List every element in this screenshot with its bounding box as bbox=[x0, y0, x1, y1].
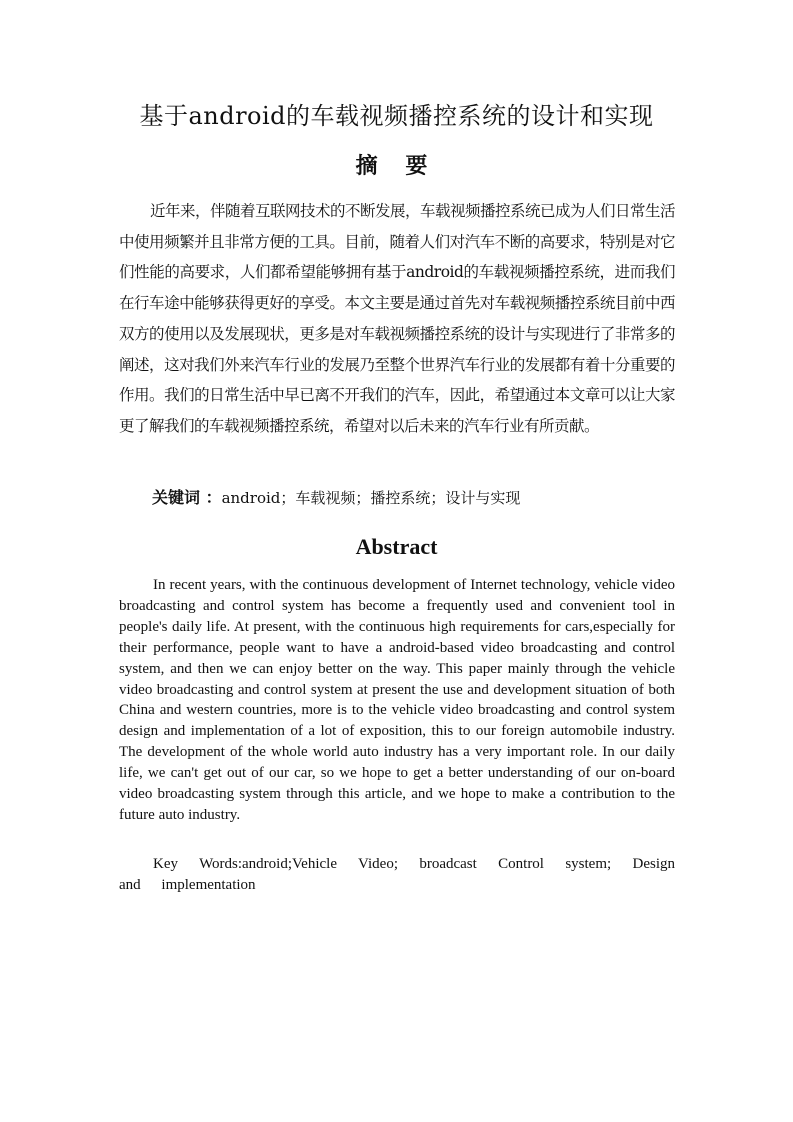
chinese-keywords-label: 关键词 ： bbox=[152, 488, 222, 507]
chinese-keywords-text: android；车载视频；播控系统；设计与实现 bbox=[221, 489, 521, 507]
chinese-abstract-body: 近年来，伴随着互联网技术的不断发展，车载视频播控系统已成为人们日常生活中使用频繁并且非常方便的工具。目前，随着人们对汽车不断的高要求，特别是对它们性能的高要求，人们都希望能够拥有基于android的车载视频播控系统，进而我们在行车途中能够获得更好的享受。本文主要是通过首先对车载视频播控系统目前中西双方的使用以及发展现状，更多是对车载视频播控系统的设计与实现进行了非常多的阐述，这对我们外来汽车行业的发展乃至整个世界汽车行业的发展都有着十分重要的作用。我们的日常生活中早已离不开我们的汽车，因此，希望通过本文章可以让大家更了解我们的车载视频播控系统，希望对以后未来的汽车行业有所贡献。 bbox=[119, 202, 676, 435]
english-abstract-body: In recent years, with the continuous development of Internet technology, vehicle video broadcasting and control system has become a frequently used and convenient tool in people's daily life. At present, with the continuous high requirements for cars,especially for their performance, people want to have a android-based video broadcasting and control system, and then we can enjoy better on the way. This paper mainly through the vehicle video broadcasting and control system at present the use and development situation of both China and western countries, more is to the vehicle video broadcasting and control system design and implementation of a lot of exposition, this to our foreign automobile industry. The development of the whole world auto industry has a very important role. In our daily life, we can't get out of our car, so we hope to get a better understanding of our on-board video broadcasting system through this article, and we hope to make a contribution to the future auto industry. bbox=[119, 577, 675, 823]
document-title: 基于android的车载视频播控系统的设计和实现 bbox=[139, 102, 654, 130]
chinese-abstract-heading: 摘 要 bbox=[355, 154, 438, 179]
english-abstract-heading: Abstract bbox=[355, 534, 438, 559]
english-keywords: Key Words:android;Vehicle Video; broadcast Control system; Design and implementation bbox=[119, 856, 675, 893]
chinese-keywords bbox=[152, 483, 520, 513]
